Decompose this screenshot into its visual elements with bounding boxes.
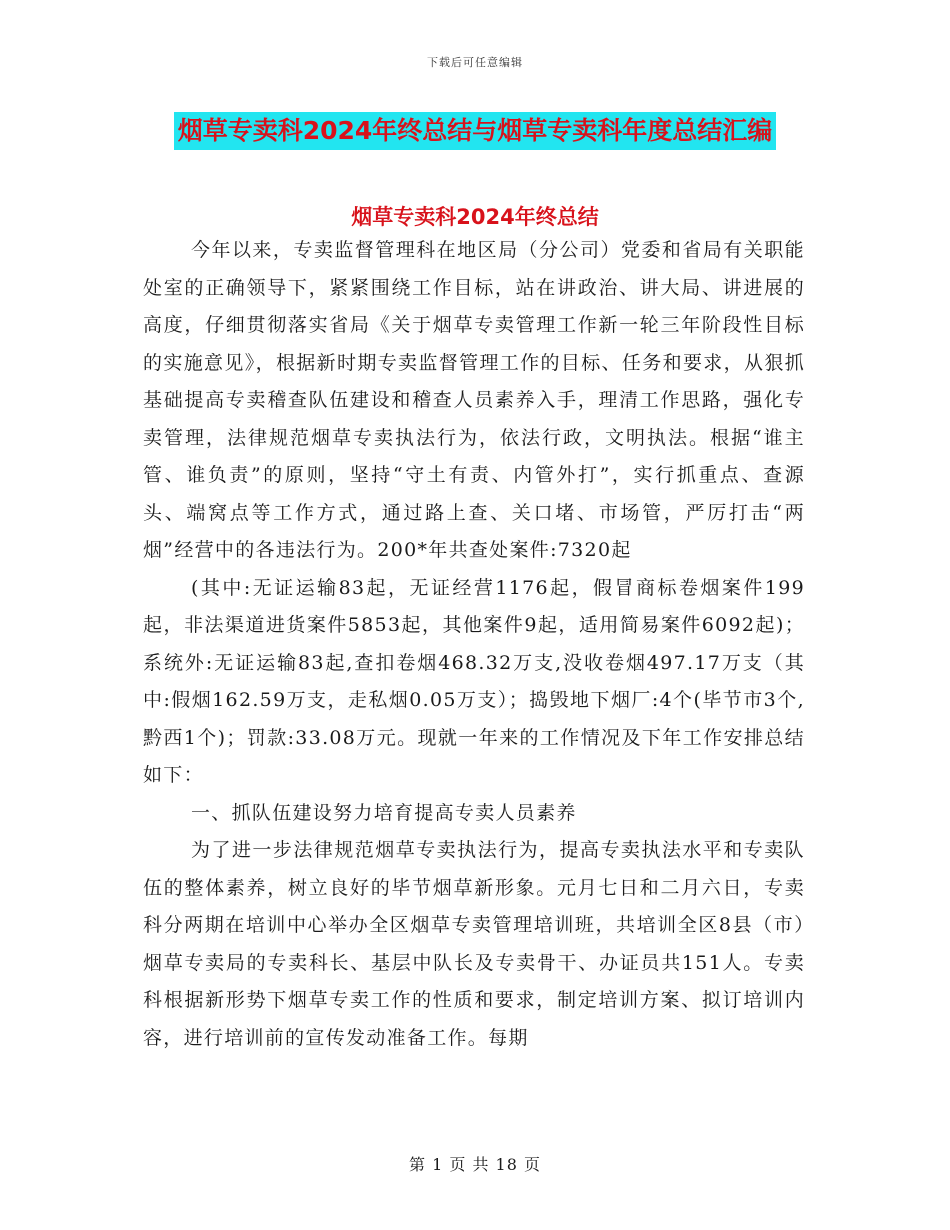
- title-container: [0, 112, 950, 150]
- document-title: 烟草专卖科2024年终总结与烟草专卖科年度总结汇编: [174, 112, 777, 150]
- document-body: [143, 232, 805, 1057]
- section-heading-team-building: 一、抓队伍建设努力培育提高专卖人员素养: [191, 801, 577, 824]
- paragraph-intro: 今年以来，专卖监督管理科在地区局（分公司）党委和省局有关职能处室的正确领导下，紧紧围绕工作目标，站在讲政治、讲大局、讲进展的高度，仔细贯彻落实省局《关于烟草专卖管理工作新一轮三年阶段性目标的实施意见》，根据新时期专卖监督管理工作的目标、任务和要求，从狠抓基础提高专卖稽查队伍建设和稽查人员素养入手，理清工作思路，强化专卖管理，法律规范烟草专卖执法行为，依法行政，文明执法。根据“谁主管、谁负责”的原则，坚持“守土有责、内管外打”，实行抓重点、查源头、端窝点等工作方式，通过路上查、关口堵、市场管，严厉打击“两烟”经营中的各违法行为。200*年共查处案件:7320起: [143, 239, 805, 561]
- header-note: 下载后可任意编辑: [427, 56, 523, 69]
- paragraph-case-details: (其中:无证运输83起，无证经营1176起，假冒商标卷烟案件199起，非法渠道进货案件5853起，其他案件9起，适用简易案件6092起)；系统外:无证运输83起,查扣卷烟468.32万支,没收卷烟497.17万支（其中:假烟162.59万支，走私烟0.05万支）；捣毁地下烟厂:4个(毕节市3个,黔西1个)；罚款:33.08万元。现就一年来的工作情况及下年工作安排总结如下：: [143, 576, 805, 786]
- section-title: 烟草专卖科2024年终总结: [351, 205, 599, 229]
- paragraph-training: 为了进一步法律规范烟草专卖执法行为，提高专卖执法水平和专卖队伍的整体素养，树立良好的毕节烟草新形象。元月七日和二月六日，专卖科分两期在培训中心举办全区烟草专卖管理培训班，共培训全区8县（市）烟草专卖局的专卖科长、基层中队长及专卖骨干、办证员共151人。专卖科根据新形势下烟草专卖工作的性质和要求，制定培训方案、拟订培训内容，进行培训前的宣传发动准备工作。每期: [143, 839, 805, 1049]
- page-number: 第 1 页 共 18 页: [409, 1155, 541, 1174]
